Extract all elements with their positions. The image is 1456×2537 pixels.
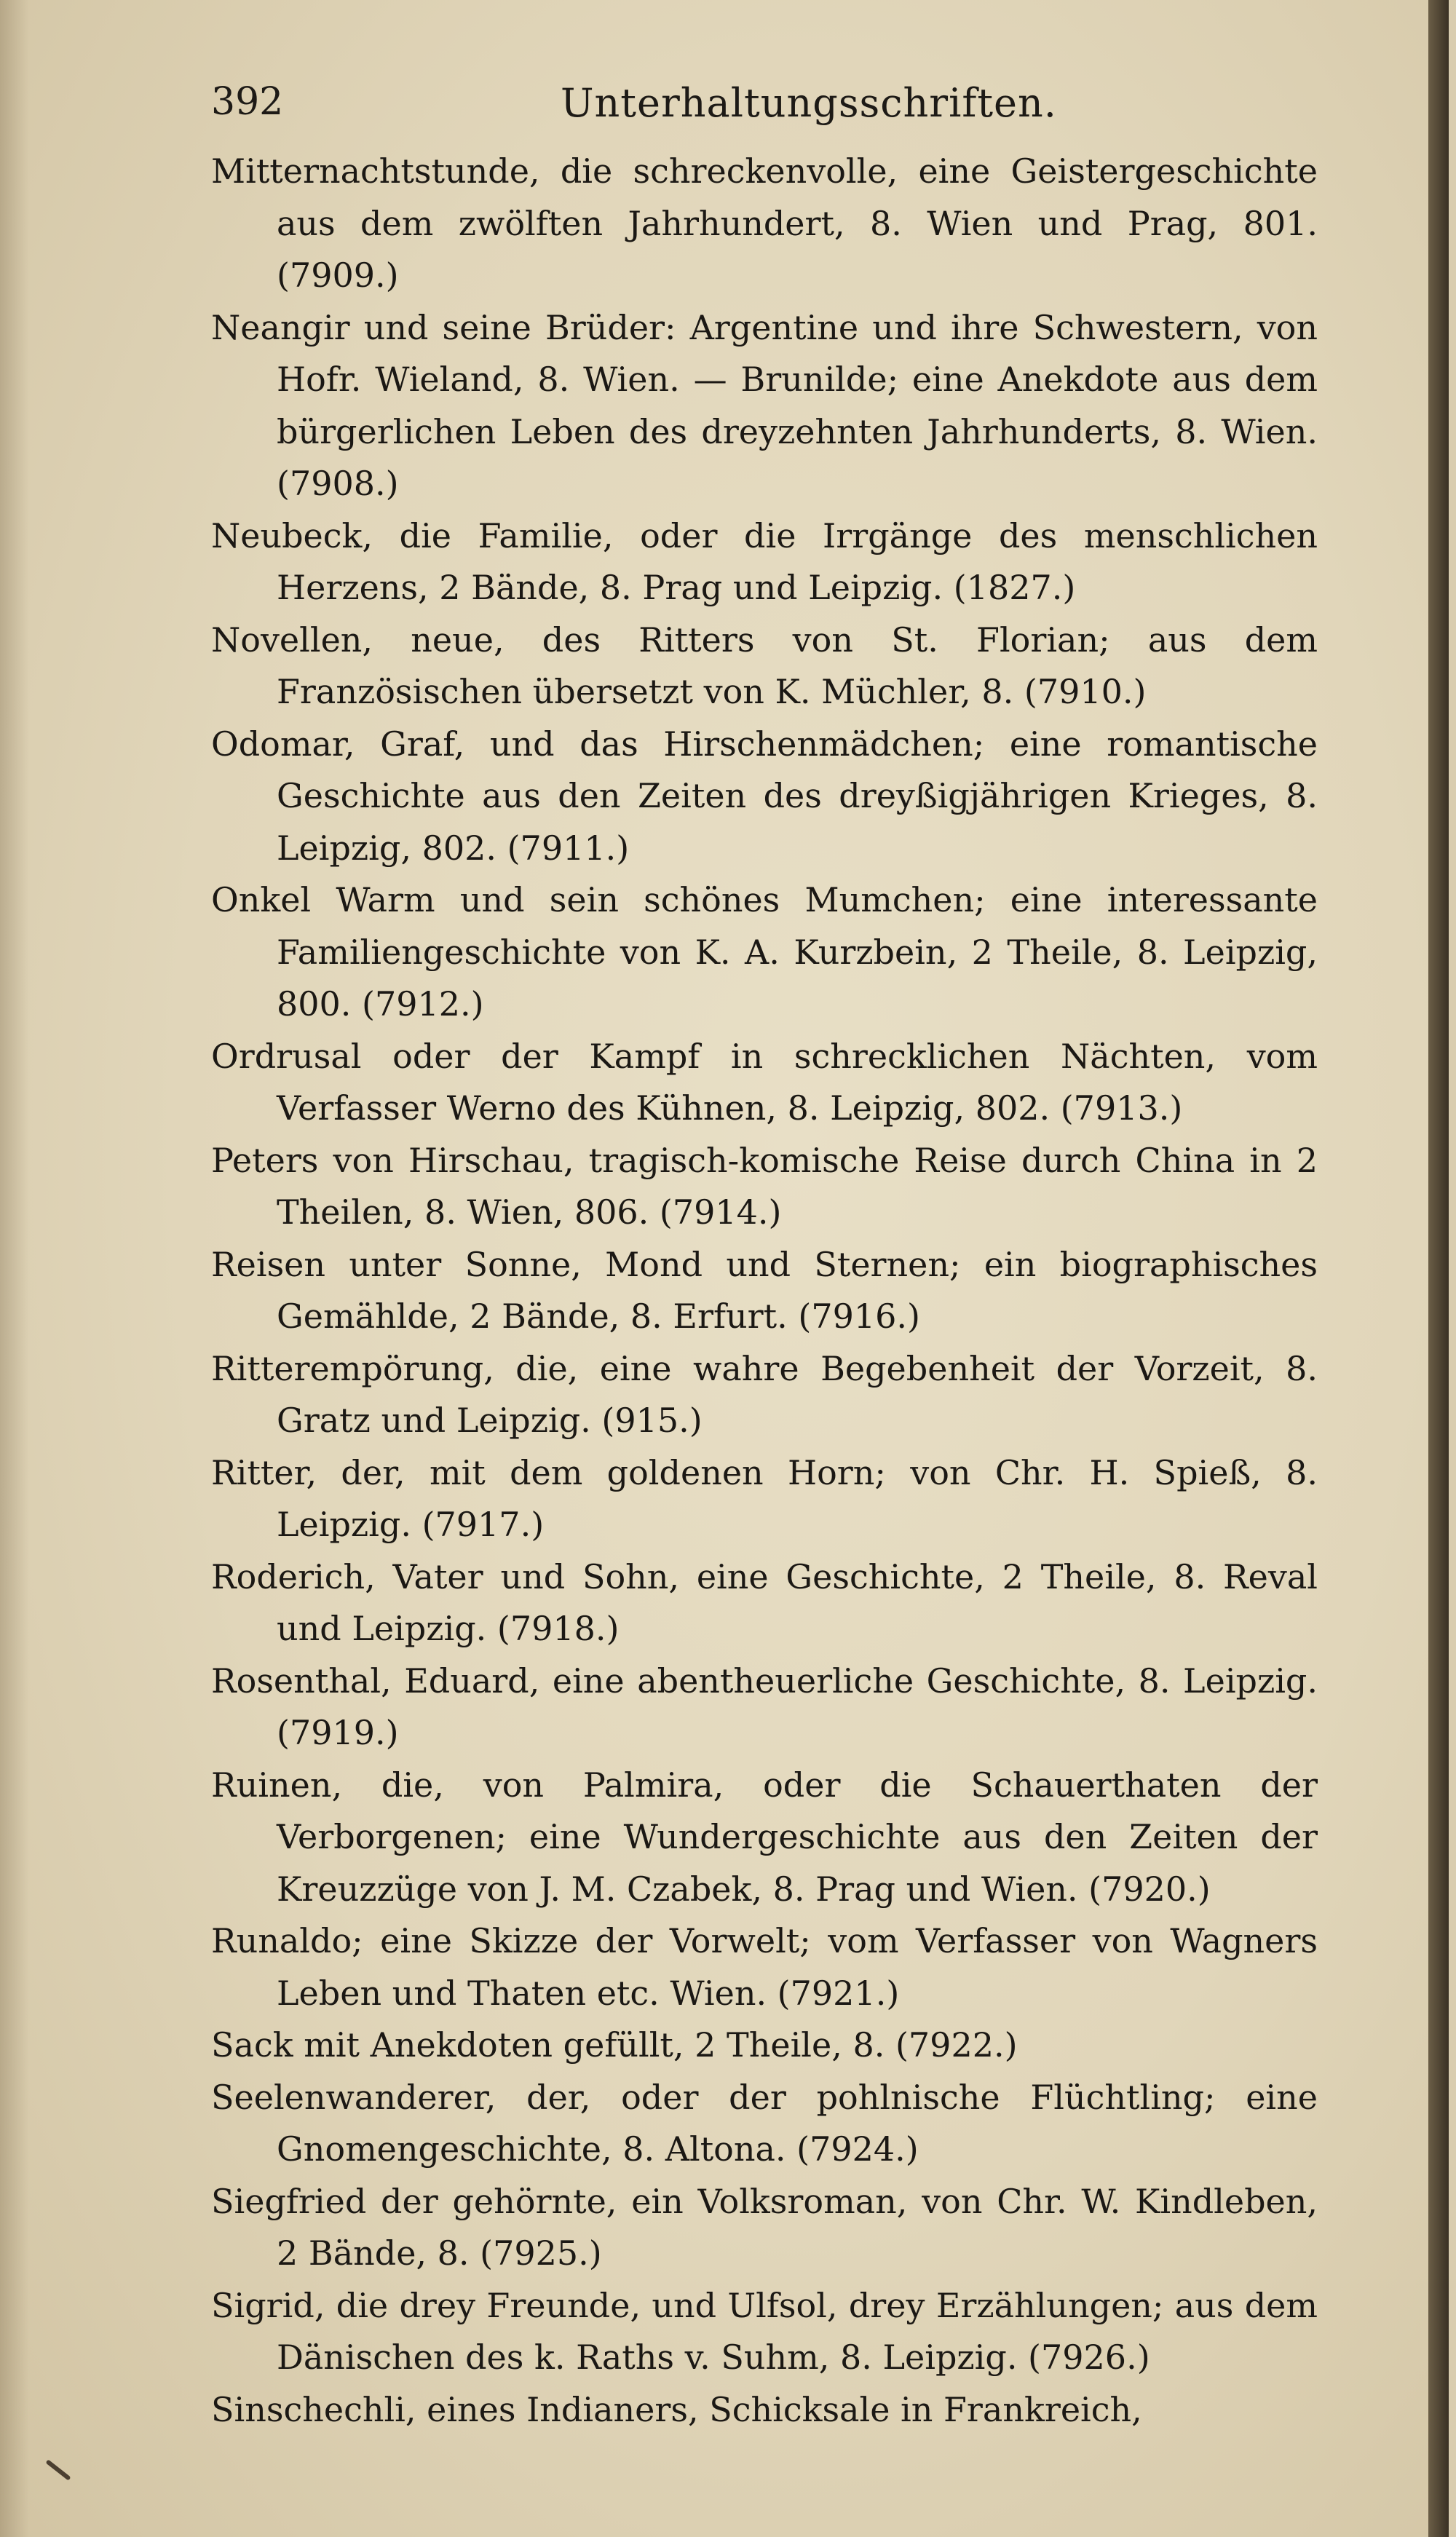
catalog-entry: Neubeck, die Familie, oder die Irrgänge des menschlichen Herzens, 2 Bände, 8. Prag und Leipzig. (1827.)	[211, 515, 1318, 607]
catalog-entry: Novellen, neue, des Ritters von St. Florian; aus dem Französischen übersetzt von K. Müchler, 8. (7910.)	[211, 620, 1318, 711]
page-header	[211, 80, 1347, 138]
page-number: 392	[211, 80, 284, 124]
catalog-entry: Rosenthal, Eduard, eine abentheuerliche Geschichte, 8. Leipzig. (7919.)	[211, 1661, 1318, 1752]
catalog-entries	[211, 146, 1318, 2436]
catalog-entry: Sinschechli, eines Indianers, Schicksale in Frankreich,	[211, 2389, 1142, 2429]
catalog-entry: Ritterempörung, die, eine wahre Begebenheit der Vorzeit, 8. Gratz und Leipzig. (915.)	[211, 1348, 1318, 1440]
catalog-entry: Ruinen, die, von Palmira, oder die Schauerthaten der Verborgenen; eine Wundergeschichte aus den Zeiten der Kreuzzüge von J. M. Czabek, 8. Prag und Wien. (7920.)	[211, 1765, 1318, 1909]
catalog-entry: Mitternachtstunde, die schreckenvolle, eine Geistergeschichte aus dem zwölften Jahrhundert, 8. Wien und Prag, 801. (7909.)	[211, 151, 1318, 295]
catalog-entry: Ordrusal oder der Kampf in schrecklichen Nächten, vom Verfasser Werno des Kühnen, 8. Leipzig, 802. (7913.)	[211, 1036, 1318, 1128]
catalog-entry: Peters von Hirschau, tragisch-komische Reise durch China in 2 Theilen, 8. Wien, 806. (7914.)	[211, 1140, 1318, 1232]
catalog-entry: Siegfried der gehörnte, ein Volksroman, von Chr. W. Kindleben, 2 Bände, 8. (7925.)	[211, 2181, 1318, 2273]
gutter-shadow	[0, 0, 29, 2537]
catalog-entry: Runaldo; eine Skizze der Vorwelt; vom Verfasser von Wagners Leben und Thaten etc. Wien. (7921.)	[211, 1921, 1318, 2013]
catalog-entry: Reisen unter Sonne, Mond und Sternen; ein biographisches Gemählde, 2 Bände, 8. Erfurt. (7916.)	[211, 1244, 1318, 1336]
catalog-entry: Onkel Warm und sein schönes Mumchen; eine interessante Familiengeschichte von K. A. Kurzbein, 2 Theile, 8. Leipzig, 800. (7912.)	[211, 880, 1318, 1024]
catalog-entry: Sack mit Anekdoten gefüllt, 2 Theile, 8. (7922.)	[211, 2025, 1018, 2065]
catalog-entry: Roderich, Vater und Sohn, eine Geschichte, 2 Theile, 8. Reval und Leipzig. (7918.)	[211, 1556, 1318, 1648]
catalog-entry: Sigrid, die drey Freunde, und Ulfsol, drey Erzählungen; aus dem Dänischen des k. Raths v. Suhm, 8. Leipzig. (7926.)	[211, 2285, 1318, 2377]
running-head: Unterhaltungsschriften.	[561, 80, 1057, 126]
catalog-entry: Odomar, Graf, und das Hirschenmädchen; eine romantische Geschichte aus den Zeiten des dreyßigjährigen Krieges, 8. Leipzig, 802. (7911.)	[211, 724, 1318, 868]
catalog-entry: Neangir und seine Brüder: Argentine und ihre Schwestern, von Hofr. Wieland, 8. Wien. — Brunilde; eine Anekdote aus dem bürgerlichen Leben des dreyzehnten Jahrhunderts, 8. Wien. (7908.)	[211, 307, 1318, 503]
catalog-entry: Seelenwanderer, der, oder der pohlnische Flüchtling; eine Gnomengeschichte, 8. Altona. (7924.)	[211, 2077, 1318, 2169]
ink-mark	[45, 2459, 71, 2480]
catalog-entry: Ritter, der, mit dem goldenen Horn; von Chr. H. Spieß, 8. Leipzig. (7917.)	[211, 1452, 1318, 1544]
page-edge	[1428, 0, 1449, 2537]
